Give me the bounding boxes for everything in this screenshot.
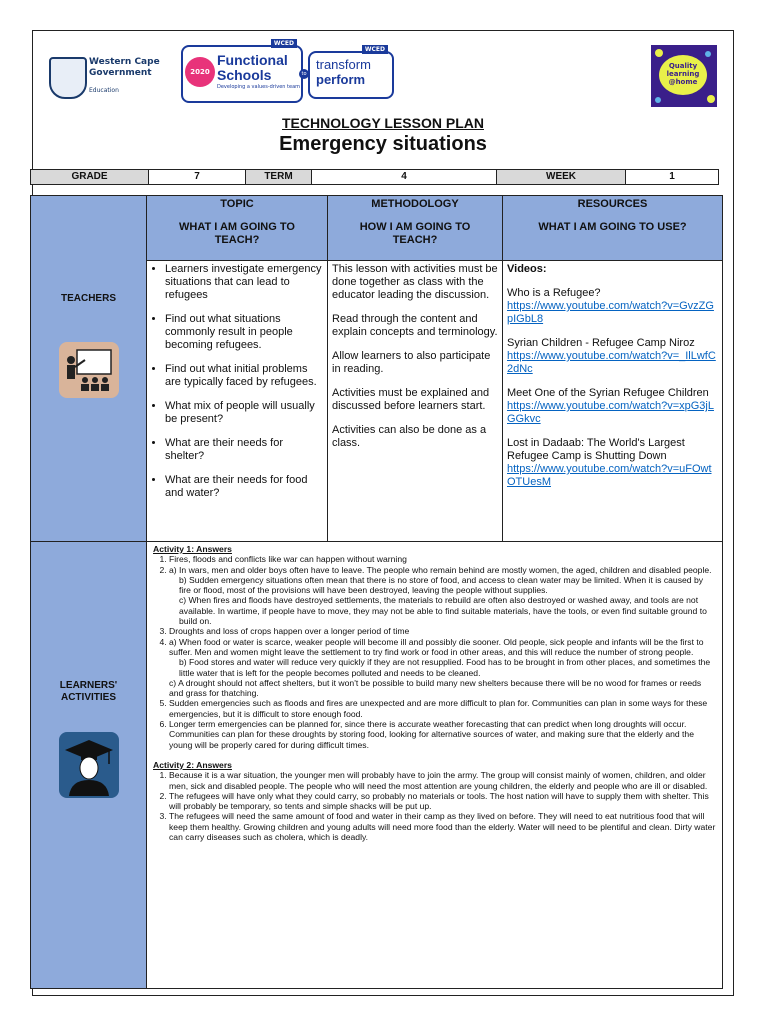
methodology-paragraph: Read through the content and explain concepts and terminology. (332, 313, 498, 338)
lesson-plan-page (32, 30, 734, 996)
methodology-title: METHODOLOGY (371, 198, 459, 210)
qlh-text: Quality learning @home (659, 55, 707, 95)
sub-answer: b) Sudden emergency situations often mean that there is no store of food, and access to clean water may be limited. When it is caused by fire or flood, most of the provisions will have been destroyed, leaving the people without supplies. (179, 574, 704, 596)
methodology-paragraph: Allow learners to also participate in reading. (332, 350, 491, 375)
video-title: Syrian Children - Refugee Camp Niroz (507, 337, 695, 349)
resource-item (507, 387, 718, 426)
resource-item (507, 287, 718, 326)
list-item: • Learners investigate emergency situations that can lead to refugees (165, 263, 323, 302)
list-item (169, 565, 716, 627)
sub-answer: 2. a) In wars, men and older boys often have to leave. The people who remain behind are mostly women, the aged, children and disabled people. (169, 564, 712, 575)
list-item (169, 637, 716, 699)
activity1-list (153, 554, 716, 750)
video-link[interactable]: https://www.youtube.com/watch?v=GvzZGpIGbL8 (507, 300, 714, 325)
topic-title: TOPIC (220, 198, 254, 210)
methodology-cell (327, 260, 503, 542)
wcg-line1: Western Cape (89, 57, 160, 67)
topic-header (146, 195, 328, 261)
wcg-line2: Government (89, 68, 152, 78)
video-link[interactable]: https://www.youtube.com/watch?v=xpG3jLGGkvc (507, 400, 714, 425)
video-link[interactable]: https://www.youtube.com/watch?v=uFOwtOTUesM (507, 463, 712, 488)
methodology-paragraph: Activities can also be done as a class. (332, 424, 487, 449)
sub-answer: c) When fires and floods have destroyed settlements, the materials to rebuild are often also destroyed or washed away, and tools are not available. In wartime, if people have to move, they may not be able to find suitable materials, have the tools, or even find suitable ground to build on. (179, 595, 707, 627)
methodology-paragraph: This lesson with activities must be done together as class with the educator leading the discussion. (332, 263, 498, 301)
video-title: Lost in Dadaab: The World's Largest Refugee Camp is Shutting Down (507, 437, 685, 462)
resources-title: RESOURCES (577, 198, 648, 210)
methodology-question: HOW I AM GOING TO TEACH? (359, 221, 471, 246)
video-link[interactable]: https://www.youtube.com/watch?v=_IlLwfC2dNc (507, 350, 716, 375)
topic-cell (146, 260, 328, 542)
fs-title2: Schools (217, 67, 272, 83)
term-label: TERM (245, 169, 312, 185)
topic-list (151, 263, 323, 500)
tp-line2: perform (316, 72, 366, 87)
document-subtitle: Emergency situations (279, 133, 487, 155)
wced-badge-2: WCED (362, 45, 388, 54)
term-value: 4 (311, 169, 497, 185)
decor-dot (707, 95, 715, 103)
list-item: 1. Fires, floods and conflicts like war can happen without warning (169, 554, 716, 564)
list-item: 6. Longer term emergencies can be planned for, since there is accurate weather forecasting that can predict when long droughts will occur. Communities can plan for these droughts by storing food, looking for alternative sources of water, and making sure that the elderly and the young will be properly cared for during difficult times. (169, 719, 716, 750)
decor-dot (655, 49, 663, 57)
video-title: Meet One of the Syrian Refugee Children (507, 387, 709, 399)
list-item: • What mix of people will usually be present? (165, 400, 323, 426)
resources-cell (502, 260, 723, 542)
resource-item (507, 337, 718, 376)
sub-answer: 4. a) When food or water is scarce, weaker people will become ill and possibly die sooner. Old people, sick people and infants will be the first to suffer. Men and women might leave the settlement to try find work or food in other areas, and this will reduce the number of strong people. (169, 636, 704, 657)
resources-header (502, 195, 723, 261)
to-connector: to (299, 69, 309, 79)
wced-badge: WCED (271, 39, 297, 48)
year-badge: 2020 (185, 57, 215, 87)
teachers-label: TEACHERS (60, 293, 116, 304)
decor-dot (705, 51, 711, 57)
grade-value: 7 (148, 169, 246, 185)
tp-line1: transform (316, 57, 371, 72)
graduate-icon (59, 732, 119, 798)
list-item: 3. The refugees will need the same amount of food and water in their camp as they lived on before. They will need to eat nutritious food that will keep them healthy. Growing children and young adults will need more food than the elderly. Water will need to be plentiful and clean. Dirty water can carry diseases such as cholera, which is deadly. (169, 811, 716, 842)
wcg-sub: Education (89, 87, 119, 94)
quality-learning-at-home-logo (651, 45, 717, 107)
resources-question: WHAT I AM GOING TO USE? (538, 221, 687, 233)
list-item: 2. The refugees will have only what they could carry, so probably no materials or tools. The host nation will have to supply them with shelter. This will probably be temporary, so tents and simple shacks will be put up. (169, 791, 716, 812)
grade-label: GRADE (30, 169, 149, 185)
coat-of-arms-icon (49, 57, 87, 99)
video-title: Who is a Refugee? (507, 287, 601, 299)
western-cape-government-logo (49, 53, 177, 107)
teachers-side-cell (30, 195, 147, 542)
lesson-plan-table (30, 195, 723, 989)
week-label: WEEK (496, 169, 626, 185)
videos-label: Videos: (507, 263, 547, 275)
learners-activities-cell (146, 541, 723, 989)
transform-perform-logo (308, 46, 394, 99)
decor-dot (655, 97, 661, 103)
functional-schools-logo (181, 40, 303, 103)
resource-item (507, 437, 718, 489)
fs-title1: Functional (217, 52, 288, 68)
list-item: • What are their needs for shelter? (165, 437, 323, 463)
list-item: 5. Sudden emergencies such as floods and fires are unexpected and are more difficult to plan for. Communities can plan in some ways for these emergencies, but it is difficult to store enough food. (169, 698, 716, 719)
topic-question: WHAT I AM GOING TO TEACH? (179, 221, 295, 246)
learners-label: LEARNERS' ACTIVITIES (59, 680, 118, 703)
document-title: TECHNOLOGY LESSON PLAN (282, 115, 484, 131)
list-item: 1. Because it is a war situation, the younger men will probably have to join the army. The group will consist mainly of women, children, and older men, sick and disabled people. The people who will need the most attention are young children, the elderly and people who are ill or disabled. (169, 770, 716, 791)
list-item: • Find out what initial problems are typically faced by refugees. (165, 363, 323, 389)
week-value: 1 (625, 169, 719, 185)
list-item: • Find out what situations commonly result in people becoming refugees. (165, 313, 323, 352)
methodology-paragraph: Activities must be explained and discussed before learners start. (332, 387, 490, 412)
fs-tag: Developing a values-driven team (217, 84, 301, 90)
activity2-list (153, 770, 716, 842)
list-item: • What are their needs for food and water? (165, 474, 323, 500)
activity1-heading: Activity 1: Answers (153, 544, 232, 554)
activity2-heading: Activity 2: Answers (153, 759, 232, 770)
list-item: 3. Droughts and loss of crops happen over a longer period of time (169, 626, 716, 636)
sub-answer: b) Food stores and water will reduce very quickly if they are not resupplied. Food has to be brought in from other places, and sometimes the little water that is left for the people becomes polluted and needs to be cleaned. (179, 657, 711, 678)
sub-answer: c) A drought should not affect shelters, but it won't be possible to build many new shelters because there will be no wood for frames or reeds and grass for thatching. (169, 677, 702, 699)
teacher-presentation-icon (59, 342, 119, 398)
learners-side-cell (30, 541, 147, 989)
methodology-header (327, 195, 503, 261)
grade-term-week-row (30, 169, 699, 185)
